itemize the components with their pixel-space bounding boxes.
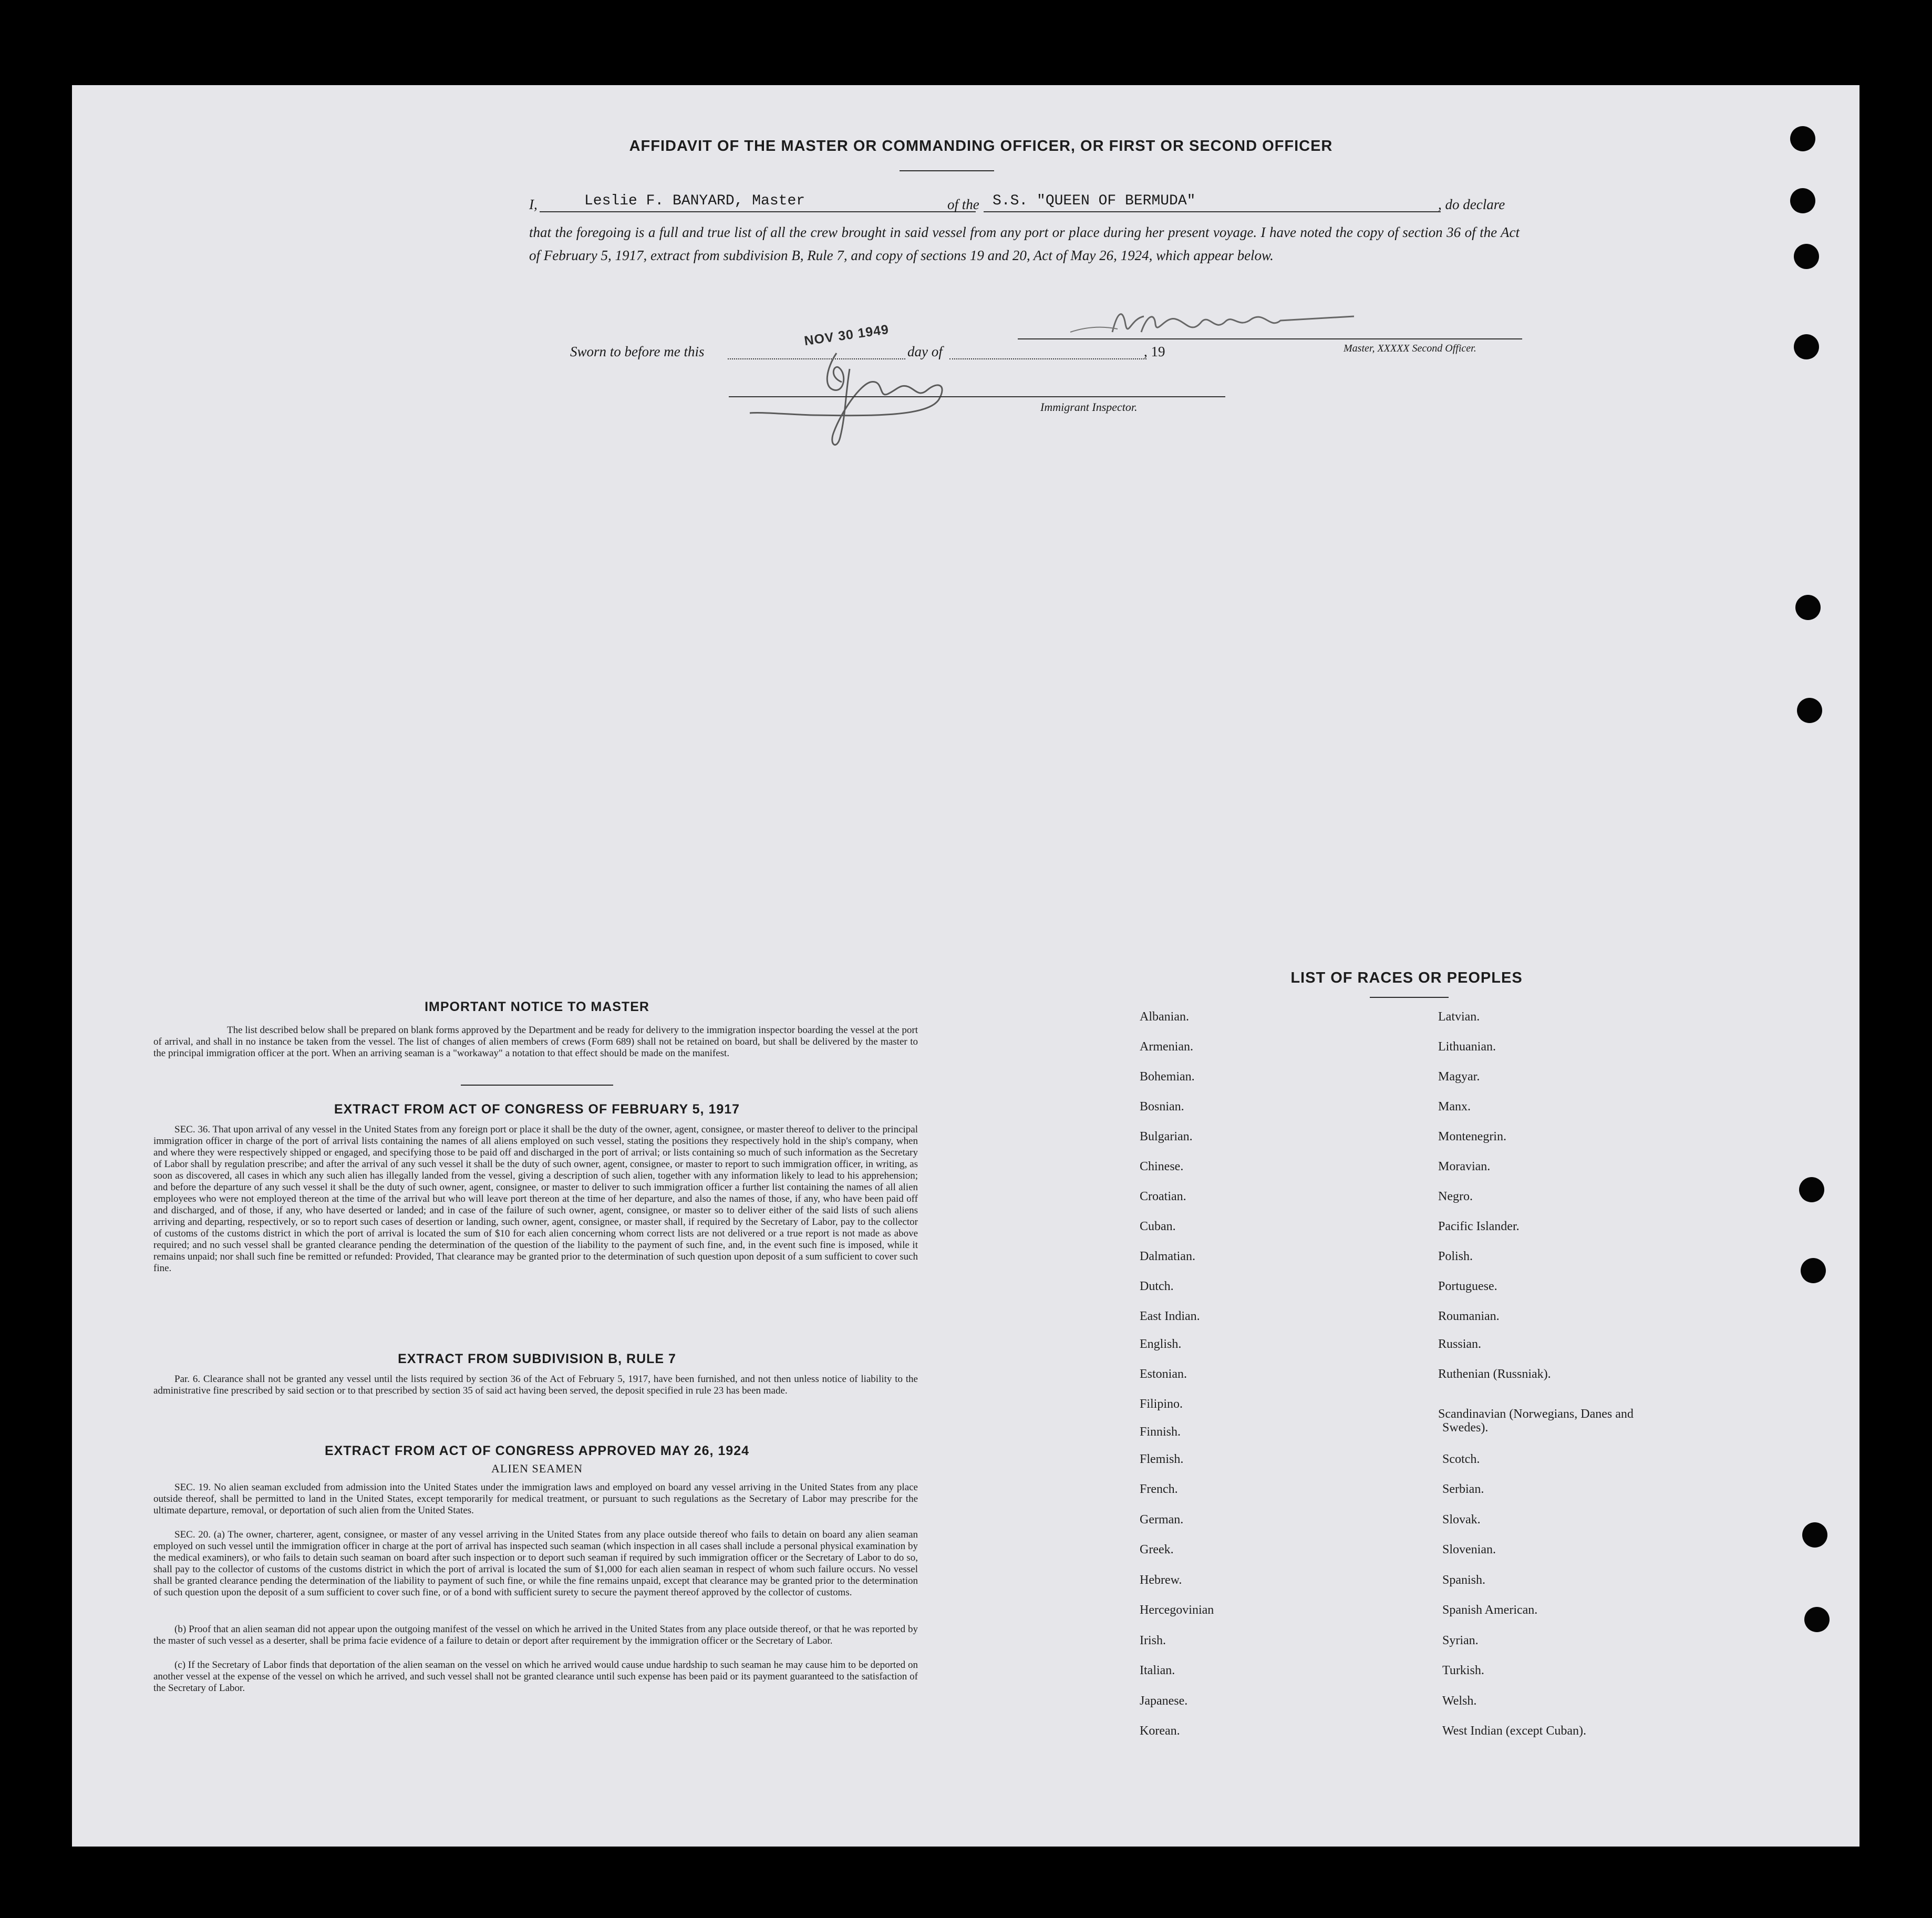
inspector-caption: Immigrant Inspector. xyxy=(1040,400,1138,414)
sec-19-text: SEC. 19. No alien seaman excluded from admission into the United States under the immigration laws and employed on board any vessel arriving in the United States from any place outside thereof, shall be permitted to land in the United States, except temporarily for medical treatment, or pursuant to such regulations as the Secretary of Labor may prescribe for the ultimate departure, removal, or deportation of such alien from the United States. xyxy=(153,1482,918,1516)
race-right-item: Slovak. xyxy=(1442,1513,1481,1527)
race-left-item: Bulgarian. xyxy=(1140,1130,1193,1143)
divider xyxy=(900,170,994,171)
punch-hole xyxy=(1799,1177,1824,1202)
race-right-item: Negro. xyxy=(1438,1190,1473,1203)
race-left-item: Hebrew. xyxy=(1140,1573,1182,1587)
divider xyxy=(461,1085,613,1086)
extract-1917-title: EXTRACT FROM ACT OF CONGRESS OF FEBRUARY 5, 1917 xyxy=(334,1102,740,1117)
affidavit-title: AFFIDAVIT OF THE MASTER OR COMMANDING OFFICER, OR FIRST OR SECOND OFFICER xyxy=(629,138,1333,154)
race-left-item: East Indian. xyxy=(1140,1309,1200,1323)
sec-20b-text: (b) Proof that an alien seaman did not appear upon the outgoing manifest of the vessel on which he arrived in the United States from any place outside thereof, or that he was reported by the master of such vessel as a deserter, shall be prima facie evidence of a failure to detain or deport after requirement by the immigration officer or the Secretary of Labor. xyxy=(153,1624,918,1646)
master-signature xyxy=(1018,295,1365,348)
race-right-item: Slovenian. xyxy=(1442,1543,1496,1556)
extract-rule7-title: EXTRACT FROM SUBDIVISION B, RULE 7 xyxy=(398,1352,676,1366)
punch-hole xyxy=(1795,595,1821,620)
race-right-item: Spanish American. xyxy=(1442,1603,1538,1617)
document-page xyxy=(72,85,1859,1847)
race-left-item: Dalmatian. xyxy=(1140,1250,1195,1263)
race-right-item: Ruthenian (Russniak). xyxy=(1438,1367,1551,1381)
race-left-item: Hercegovinian xyxy=(1140,1603,1214,1617)
race-right-item: Magyar. xyxy=(1438,1070,1480,1084)
sworn-label: Sworn to before me this xyxy=(570,344,705,359)
extract-1924-title: EXTRACT FROM ACT OF CONGRESS APPROVED MAY 26, 1924 xyxy=(324,1443,750,1458)
punch-hole xyxy=(1790,126,1815,151)
race-left-item: Irish. xyxy=(1140,1634,1166,1647)
race-left-item: Armenian. xyxy=(1140,1040,1193,1054)
race-right-item: Lithuanian. xyxy=(1438,1040,1496,1054)
signature-caption: Master, XXXXX Second Officer. xyxy=(1344,343,1476,354)
race-left-item: Bosnian. xyxy=(1140,1100,1184,1113)
race-left-item: Korean. xyxy=(1140,1724,1180,1738)
inspector-signature-line xyxy=(729,396,1225,397)
notice-text: The list described below shall be prepared on blank forms approved by the Department and be ready for delivery to the immigration inspector boarding the vessel at the port of arrival, and shall in no instance be taken from the vessel. The list of changes of alien members of crews (Form 689) shall not be retained on board, but shall be delivered by the master to the principal immigration officer at the port. When an arriving seaman is a "workaway" a notation to that effect should be made on the manifest. xyxy=(153,1025,918,1059)
race-right-item: Russian. xyxy=(1438,1337,1482,1351)
affidavit-body: that the foregoing is a full and true list of all the crew brought in said vessel from any port or place during her present voyage. I have noted the copy of section 36 of the Act of February 5, 1917, extract from subdivision B, Rule 7, and copy of sections 19 and 20, Act of May 26, 1924, which appear below. xyxy=(529,224,1520,263)
race-right-item: Roumanian. xyxy=(1438,1309,1500,1323)
punch-hole xyxy=(1801,1258,1826,1283)
declarant-line xyxy=(540,211,976,212)
race-right-item: Turkish. xyxy=(1442,1664,1484,1677)
declarant-name: Leslie F. BANYARD, Master xyxy=(584,193,805,209)
race-left-item: Bohemian. xyxy=(1140,1070,1195,1084)
race-left-item: Dutch. xyxy=(1140,1280,1174,1293)
race-left-item: Albanian. xyxy=(1140,1010,1189,1024)
extract-1924-subtitle: ALIEN SEAMEN xyxy=(491,1462,583,1475)
notice-title: IMPORTANT NOTICE TO MASTER xyxy=(425,999,649,1014)
race-right-item: Latvian. xyxy=(1438,1010,1480,1024)
i-label: I, xyxy=(529,197,538,212)
race-left-item: Flemish. xyxy=(1140,1452,1184,1466)
race-right-item: Portuguese. xyxy=(1438,1280,1497,1293)
race-right-item: Welsh. xyxy=(1442,1694,1477,1708)
extract-1917-text: SEC. 36. That upon arrival of any vessel in the United States from any foreign port or place it shall be the duty of the owner, agent, consignee, or master thereof to deliver to the principal immigration officer in charge of the port of arrival lists containing the names of all aliens employed on such vessel, stating the positions they respectively hold in the ship's company, when and where they were respectively shipped or engaged, and specifying those to be paid off and discharged in the port of arrival; or lists containing so much of such information as the Secretary of Labor shall by regulation prescribe; and after the arrival of any such vessel it shall be the duty of such owner, agent, consignee, or master to report to such immigration officer, in writing, as soon as discovered, all cases in which any such alien has illegally landed from the vessel, giving a description of such alien, together with any information likely to lead to his apprehension; and before the departure of any such vessel it shall be the duty of such owner, agent, consignee, or master to deliver to such immigration officer a further list containing the names of all alien employees who were not employed thereon at the time of the arrival but who will leave port thereon at the time of her departure, and also the names of those, if any, who have been paid off and discharged, and of those, if any, who have deserted or landed; and in case of the failure of such owner, agent, consignee, or master so to deliver either of the said lists of such aliens arriving and departing, respectively, or so to report such cases of desertion or landing, such owner, agent, consignee, or master shall, if required by the Secretary of Labor, pay to the collector of customs of the customs district in which the port of arrival is located the sum of $10 for each alien concerning whom correct lists are not delivered or a true report is not made as above required; and no such vessel shall be granted clearance pending the determination of the question of the liability to the payment of such fine, and, in the event such fine is imposed, while it remains unpaid; nor shall such fine be remitted or refunded: Provided, That clearance may be granted prior to the determination of such question upon deposit of a sum sufficient to cover such fine. xyxy=(153,1124,918,1274)
extract-rule7-text: Par. 6. Clearance shall not be granted any vessel until the lists required by section 36 of the Act of February 5, 1917, have been furnished, and not then unless notice of liability to the administrative fine prescribed by said section or to that prescribed by section 35 of said act having been served, the deposit specified in rule 23 has been made. xyxy=(153,1374,918,1396)
race-left-item: Croatian. xyxy=(1140,1190,1186,1203)
race-right-item: Scandinavian (Norwegians, Danes and Swedes). xyxy=(1438,1407,1634,1435)
race-left-item: German. xyxy=(1140,1513,1184,1527)
race-right-item: Montenegrin. xyxy=(1438,1130,1506,1143)
race-left-item: Italian. xyxy=(1140,1664,1175,1677)
sec-20a-text: SEC. 20. (a) The owner, charterer, agent, consignee, or master of any vessel arriving in the United States from any place outside thereof who fails to detain on board any alien seaman employed on such vessel until the immigration officer in charge at the port of arrival has inspected such seaman (which inspection in all cases shall include a personal physical examination by the medical examiners), or who fails to detain such seaman on board after such inspection or to deport such seaman if required by such immigration officer or the Secretary of Labor to do so, shall pay to the collector of customs of the customs district in which the port of arrival is located the sum of $1,000 for each alien seaman in respect of whom such failure occurs. No vessel shall be granted clearance pending the determination of the liability to payment of such fine, or while the fine remains unpaid, except that clearance may be granted prior to the determination of such question upon the deposit of a sum sufficient to cover such fine, or of a bond with sufficient surety to secure the payment thereof approved by the collector of customs. xyxy=(153,1529,918,1598)
race-right-item: Syrian. xyxy=(1442,1634,1479,1647)
day-of-label: day of xyxy=(907,344,943,359)
master-signature-line xyxy=(1018,338,1522,339)
punch-hole xyxy=(1794,334,1819,359)
race-right-item: Scotch. xyxy=(1442,1452,1480,1466)
race-left-item: Chinese. xyxy=(1140,1160,1184,1173)
sec-20c-text: (c) If the Secretary of Labor finds that deportation of the alien seaman on the vessel on which he arrived would cause undue hardship to such seaman he may cause him to be deported on another vessel at the expense of the vessel on which he arrived, and such vessel shall not be granted clearance until such expense has been paid or its payment guaranteed to the satisfaction of the Secretary of Labor. xyxy=(153,1659,918,1694)
do-declare-label: , do declare xyxy=(1438,197,1505,212)
race-left-item: Estonian. xyxy=(1140,1367,1187,1381)
race-right-item: Manx. xyxy=(1438,1100,1471,1113)
race-right-item: Spanish. xyxy=(1442,1573,1486,1587)
inspector-signature xyxy=(708,337,981,453)
race-right-item: West Indian (except Cuban). xyxy=(1442,1724,1586,1738)
punch-hole xyxy=(1794,244,1819,269)
race-left-item: Greek. xyxy=(1140,1543,1174,1556)
of-the-label: of the xyxy=(947,197,979,212)
vessel-name: S.S. "QUEEN OF BERMUDA" xyxy=(993,193,1196,209)
race-left-item: Japanese. xyxy=(1140,1694,1188,1708)
race-right-item: Polish. xyxy=(1438,1250,1473,1263)
race-left-item: Finnish. xyxy=(1140,1425,1181,1439)
punch-hole xyxy=(1804,1607,1830,1632)
races-title: LIST OF RACES OR PEOPLES xyxy=(1290,970,1523,986)
race-left-item: Cuban. xyxy=(1140,1220,1176,1233)
race-left-item: French. xyxy=(1140,1482,1178,1496)
race-right-item: Moravian. xyxy=(1438,1160,1491,1173)
race-left-item: Filipino. xyxy=(1140,1397,1183,1411)
punch-hole xyxy=(1790,188,1815,213)
race-right-item: Serbian. xyxy=(1442,1482,1484,1496)
divider xyxy=(1370,997,1449,998)
race-left-item: English. xyxy=(1140,1337,1182,1351)
year-prefix: , 19 xyxy=(1144,344,1165,359)
punch-hole xyxy=(1802,1522,1827,1548)
stamp-date: NOV 30 1949 xyxy=(803,322,890,349)
race-right-item: Pacific Islander. xyxy=(1438,1220,1520,1233)
vessel-line xyxy=(984,211,1441,212)
punch-hole xyxy=(1797,698,1822,723)
